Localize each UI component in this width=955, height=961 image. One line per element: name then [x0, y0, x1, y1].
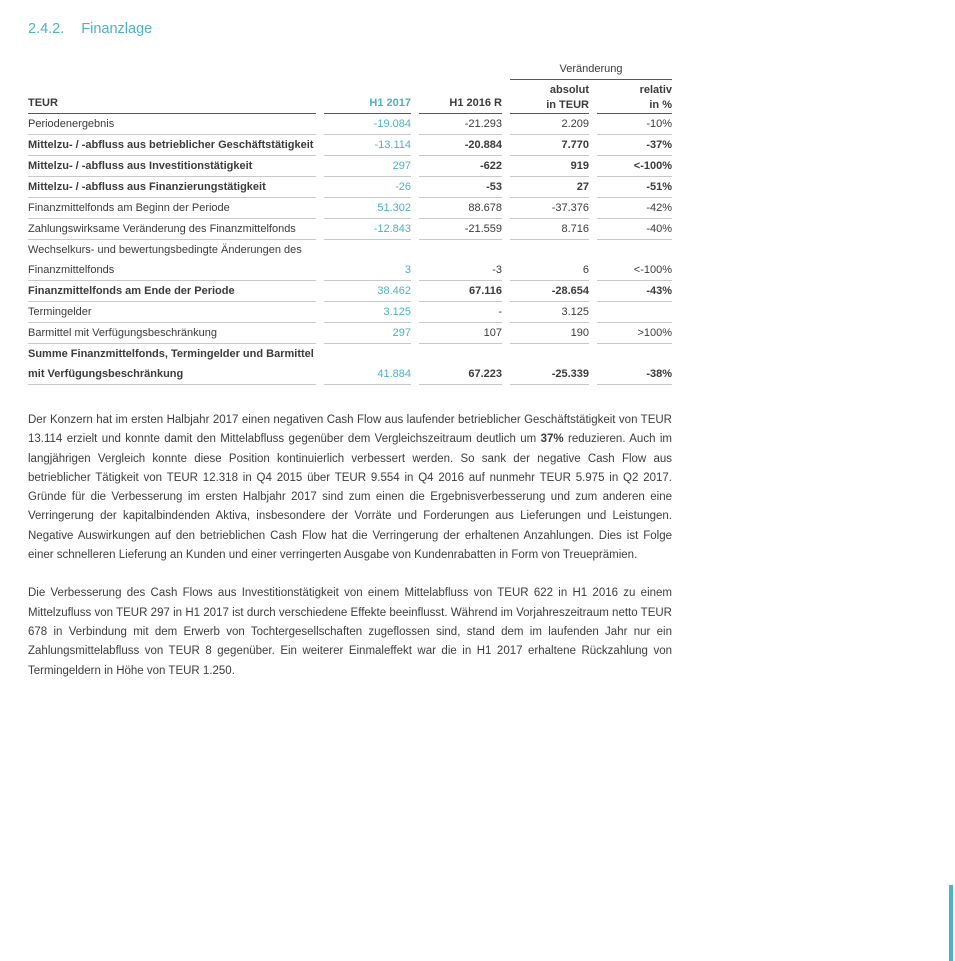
value-h1-2017: 3.125 — [324, 302, 411, 323]
row-label: Mittelzu- / -abfluss aus betrieblicher Geschäftstätigkeit — [28, 135, 316, 156]
value-relativ: <-100% — [597, 156, 672, 177]
table-row — [28, 323, 672, 344]
value-h1-2017: 41.884 — [324, 364, 411, 385]
table-row — [28, 344, 672, 385]
value-absolut: 8.716 — [510, 219, 589, 240]
column-absolut: absolut in TEUR — [510, 80, 589, 114]
value-absolut: 190 — [510, 323, 589, 344]
value-relativ — [597, 302, 672, 323]
section-heading — [28, 21, 672, 37]
change-group-row — [28, 59, 672, 80]
value-h1-2017: -26 — [324, 177, 411, 198]
table-row — [28, 177, 672, 198]
paragraph-operating-bold-value: 37% — [540, 433, 564, 446]
value-h1-2016: -21.559 — [419, 219, 502, 240]
section-number: 2.4.2. — [28, 21, 65, 37]
value-relativ: -40% — [597, 219, 672, 240]
scrollbar-thumb[interactable] — [949, 885, 953, 961]
unit-label: TEUR — [28, 93, 316, 114]
value-relativ: -43% — [597, 281, 672, 302]
row-label: Zahlungswirksame Veränderung des Finanzmittelfonds — [28, 219, 316, 240]
change-group-label: Veränderung — [510, 59, 672, 80]
value-h1-2017: 38.462 — [324, 281, 411, 302]
table-row — [28, 114, 672, 135]
row-label: Wechselkurs- und bewertungsbedingte Änderungen des Finanzmittelfonds — [28, 240, 316, 281]
row-label: Mittelzu- / -abfluss aus Investitionstätigkeit — [28, 156, 316, 177]
table-row — [28, 302, 672, 323]
row-label: Finanzmittelfonds am Ende der Periode — [28, 281, 316, 302]
row-label: Barmittel mit Verfügungsbeschränkung — [28, 323, 316, 344]
value-h1-2016: 107 — [419, 323, 502, 344]
value-h1-2017: 3 — [324, 260, 411, 281]
value-absolut: -37.376 — [510, 198, 589, 219]
value-h1-2016: -622 — [419, 156, 502, 177]
value-h1-2016: -53 — [419, 177, 502, 198]
value-absolut: 6 — [510, 260, 589, 281]
value-relativ: -37% — [597, 135, 672, 156]
row-label: Finanzmittelfonds am Beginn der Periode — [28, 198, 316, 219]
value-relativ: -42% — [597, 198, 672, 219]
value-absolut: -25.339 — [510, 364, 589, 385]
row-label: Summe Finanzmittelfonds, Termingelder und Barmittel mit Verfügungsbeschränkung — [28, 344, 316, 385]
paragraph-operating-part2: reduzieren. Auch im langjährigen Vergleich konnte diese Position kontinuierlich verbessert werden. So sank der negative Cash Flow aus betrieblicher Tätigkeit von TEUR 12.318 in Q4 2015 über TEUR 9.554 in Q4 2016 auf nunmehr TEUR 5.975 in Q2 2017. Gründe für die Verbesserung im ersten Halbjahr 2017 sind zum einen die Ergebnisverbesserung und zum anderen eine Verringerung der kapitalbindenden Aktiva, insbesondere der Vorräte und Forderungen aus Lieferungen und Leistungen. Negative Auswirkungen auf den betrieblichen Cash Flow hat die Verringerung der erhaltenen Anzahlungen. Dies ist Folge einer schnelleren Lieferung an Kunden und einer verringerten Ausgabe von Kundenrabatten in Form von Treueprämien. — [28, 433, 672, 562]
value-h1-2016: -3 — [419, 260, 502, 281]
value-h1-2017: -19.084 — [324, 114, 411, 135]
value-h1-2017: 297 — [324, 323, 411, 344]
table-row — [28, 281, 672, 302]
body-text — [28, 411, 672, 681]
value-h1-2016: -20.884 — [419, 135, 502, 156]
table-header — [28, 59, 672, 114]
value-absolut: 7.770 — [510, 135, 589, 156]
value-h1-2017: -13.114 — [324, 135, 411, 156]
table-row — [28, 135, 672, 156]
column-h1-2017: H1 2017 — [324, 93, 411, 114]
value-absolut: -28.654 — [510, 281, 589, 302]
row-label: Mittelzu- / -abfluss aus Finanzierungstätigkeit — [28, 177, 316, 198]
column-h1-2016: H1 2016 R — [419, 93, 502, 114]
paragraph-investing-cashflow: Die Verbesserung des Cash Flows aus Investitionstätigkeit von einem Mittelabfluss von TEUR 622 in H1 2016 zu einem Mittelzufluss von TEUR 297 in H1 2017 ist durch verschiedene Effekte beeinflusst. Während im Vorjahreszeitraum netto TEUR 678 in Verbindung mit dem Erwerb von Tochtergesellschaften zugeflossen sind, stand dem im laufenden Jahr nur ein Zahlungsmittelabfluss von TEUR 8 gegenüber. Ein weiterer Einmaleffekt war die in H1 2017 erhaltene Rückzahlung von Termingeldern in Höhe von TEUR 1.250. — [28, 587, 672, 677]
paragraph-operating-part1: Der Konzern hat im ersten Halbjahr 2017 einen negativen Cash Flow aus laufender betrieblicher Geschäftstätigkeit von TEUR 13.114 erzielt und konnte damit den Mittelabfluss gegenüber dem Vergleichszeitraum deutlich um — [28, 414, 672, 446]
value-relativ: -51% — [597, 177, 672, 198]
table-row — [28, 240, 672, 281]
section-title: Finanzlage — [81, 21, 153, 37]
value-absolut: 3.125 — [510, 302, 589, 323]
value-absolut: 919 — [510, 156, 589, 177]
value-absolut: 2.209 — [510, 114, 589, 135]
column-relativ: relativ in % — [597, 80, 672, 114]
value-relativ: >100% — [597, 323, 672, 344]
row-label: Termingelder — [28, 302, 316, 323]
column-header-row — [28, 80, 672, 114]
value-h1-2016: -21.293 — [419, 114, 502, 135]
value-relativ: -38% — [597, 364, 672, 385]
value-h1-2016: 88.678 — [419, 198, 502, 219]
value-h1-2017: 51.302 — [324, 198, 411, 219]
value-h1-2017: -12.843 — [324, 219, 411, 240]
cashflow-table — [28, 59, 672, 385]
value-absolut: 27 — [510, 177, 589, 198]
value-h1-2016: 67.116 — [419, 281, 502, 302]
report-page — [0, 0, 672, 681]
value-h1-2016: - — [419, 302, 502, 323]
value-relativ: -10% — [597, 114, 672, 135]
table-row — [28, 219, 672, 240]
table-row — [28, 198, 672, 219]
table-body — [28, 114, 672, 385]
value-h1-2017: 297 — [324, 156, 411, 177]
table-row — [28, 156, 672, 177]
value-relativ: <-100% — [597, 260, 672, 281]
row-label: Periodenergebnis — [28, 114, 316, 135]
paragraph-operating-cashflow — [28, 411, 672, 565]
value-h1-2016: 67.223 — [419, 364, 502, 385]
